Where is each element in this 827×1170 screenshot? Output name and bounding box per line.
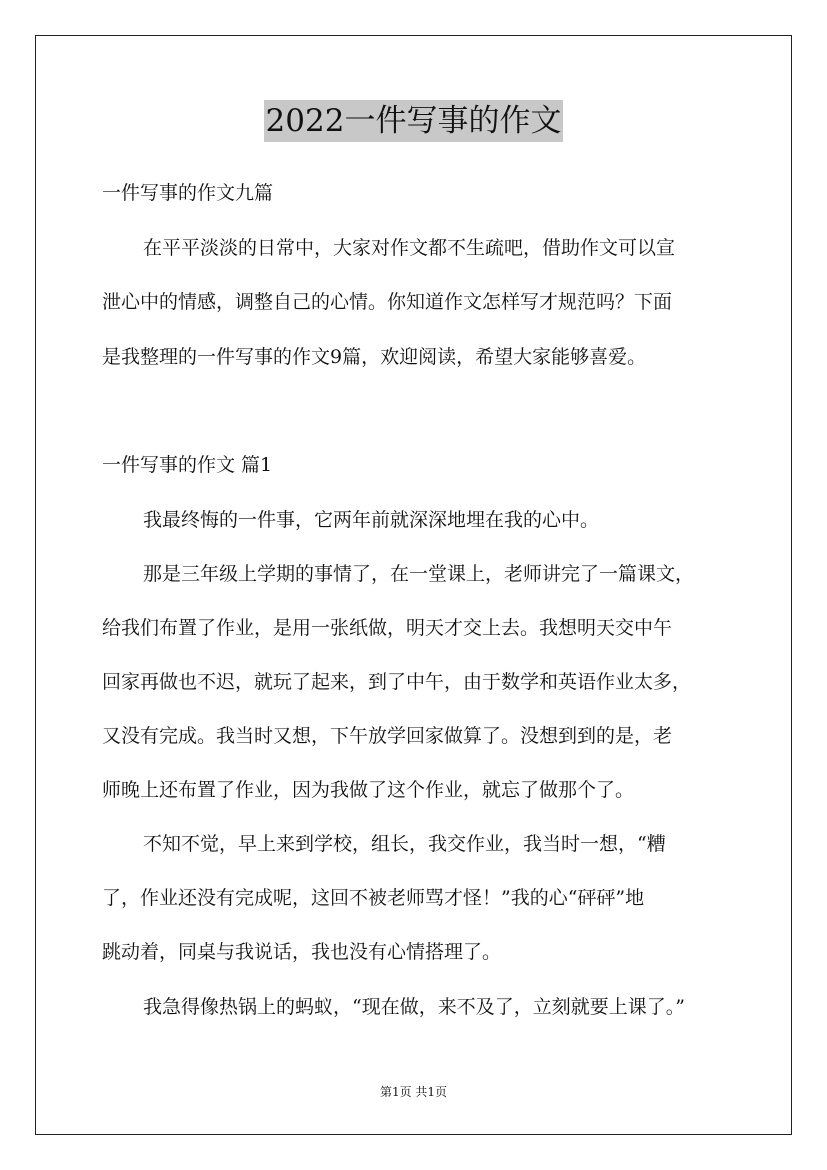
document-subtitle: 一件写事的作文九篇: [102, 182, 274, 204]
body-line-2: 那是三年级上学期的事情了，在一堂课上，老师讲完了一篇课文，: [143, 563, 695, 585]
body-line-8: 了，作业还没有完成呢，这回不被老师骂才怪！”我的心“砰砰”地: [102, 887, 645, 909]
intro-line-1: 在平平淡淡的日常中，大家对作文都不生疏吧，借助作文可以宣: [143, 237, 676, 259]
intro-line-2: 泄心中的情感，调整自己的心情。你知道作文怎样写才规范吗？下面: [102, 291, 673, 313]
body-line-7: 不知不觉，早上来到学校，组长，我交作业，我当时一想，“糟: [143, 833, 666, 855]
section-heading: 一件写事的作文 篇1: [102, 454, 273, 476]
body-line-6: 师晚上还布置了作业，因为我做了这个作业，就忘了做那个了。: [102, 779, 635, 801]
body-line-10: 我急得像热锅上的蚂蚁，“现在做，来不及了，立刻就要上课了。”: [143, 996, 685, 1018]
document-title: 2022一件写事的作文: [264, 100, 564, 142]
body-line-3: 给我们布置了作业，是用一张纸做，明天才交上去。我想明天交中午: [102, 617, 673, 639]
body-line-4: 回家再做也不迟，就玩了起来，到了中午，由于数学和英语作业太多，: [102, 671, 692, 693]
body-line-5: 又没有完成。我当时又想，下午放学回家做算了。没想到到的是，老: [102, 725, 673, 747]
body-line-9: 跳动着，同桌与我说话，我也没有心情搭理了。: [102, 941, 502, 963]
intro-line-3: 是我整理的一件写事的作文9篇，欢迎阅读，希望大家能够喜爱。: [102, 346, 647, 368]
page-number: 第1页 共1页: [379, 1085, 448, 1099]
title-container: [0, 100, 827, 142]
body-line-1: 我最终悔的一件事，它两年前就深深地埋在我的心中。: [143, 509, 600, 531]
